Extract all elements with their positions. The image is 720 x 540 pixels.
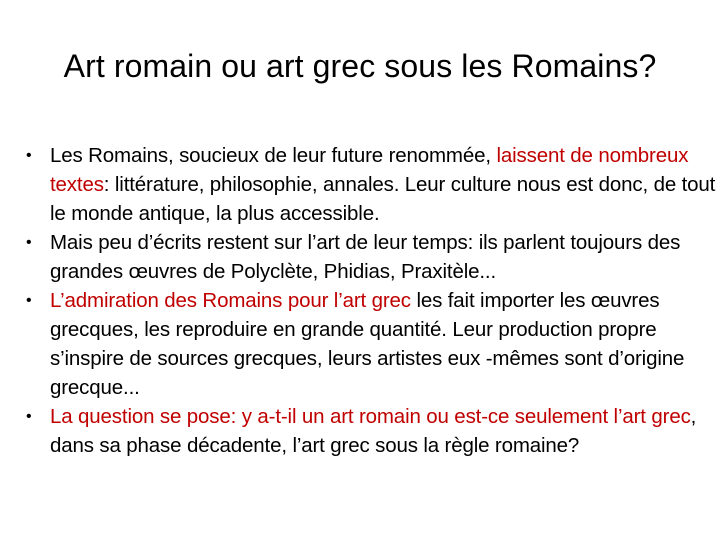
bullet-list <box>26 141 716 460</box>
bullet-text <box>36 286 716 402</box>
bullet-item <box>26 286 716 402</box>
bullet-text-segment: Mais peu d’écrits restent sur l’art de leur temps: ils parlent toujours des grandes œuvres de Polyclète, Phidias, Praxitèle... <box>50 231 681 283</box>
bullet-text-segment: les fait importer les œuvres grecques, les reproduire en grande quantité. Leur production propre s’inspire de sources grecques, leurs artistes eux -mêmes sont d’origine grecque... <box>50 289 685 399</box>
bullet-text <box>36 228 716 286</box>
bullet-item <box>26 402 716 460</box>
bullet-dot-icon: • <box>26 147 32 164</box>
bullet-text <box>36 141 716 228</box>
bullet-dot-icon: • <box>26 292 32 309</box>
bullet-highlight: laissent de nombreux textes <box>50 144 689 196</box>
slide-title: Art romain ou art grec sous les Romains? <box>63 48 657 84</box>
bullet-highlight: L’admiration des Romains pour l’art grec <box>50 289 411 312</box>
bullet-text-segment: : littérature, philosophie, annales. Leur culture nous est donc, de tout le monde antique, la plus accessible. <box>50 173 716 225</box>
bullet-dot-icon: • <box>26 408 32 425</box>
bullet-text <box>36 402 716 460</box>
bullet-highlight: La question se pose: y a-t-il un art romain ou est-ce seulement l’art grec <box>50 405 691 428</box>
bullet-item <box>26 141 716 228</box>
bullet-text-segment: Les Romains, soucieux de leur future renommée, <box>50 144 497 167</box>
bullet-item <box>26 228 716 286</box>
bullet-text-segment: , dans sa phase décadente, l’art grec sous la règle romaine? <box>50 405 697 457</box>
bullet-dot-icon: • <box>26 234 32 251</box>
